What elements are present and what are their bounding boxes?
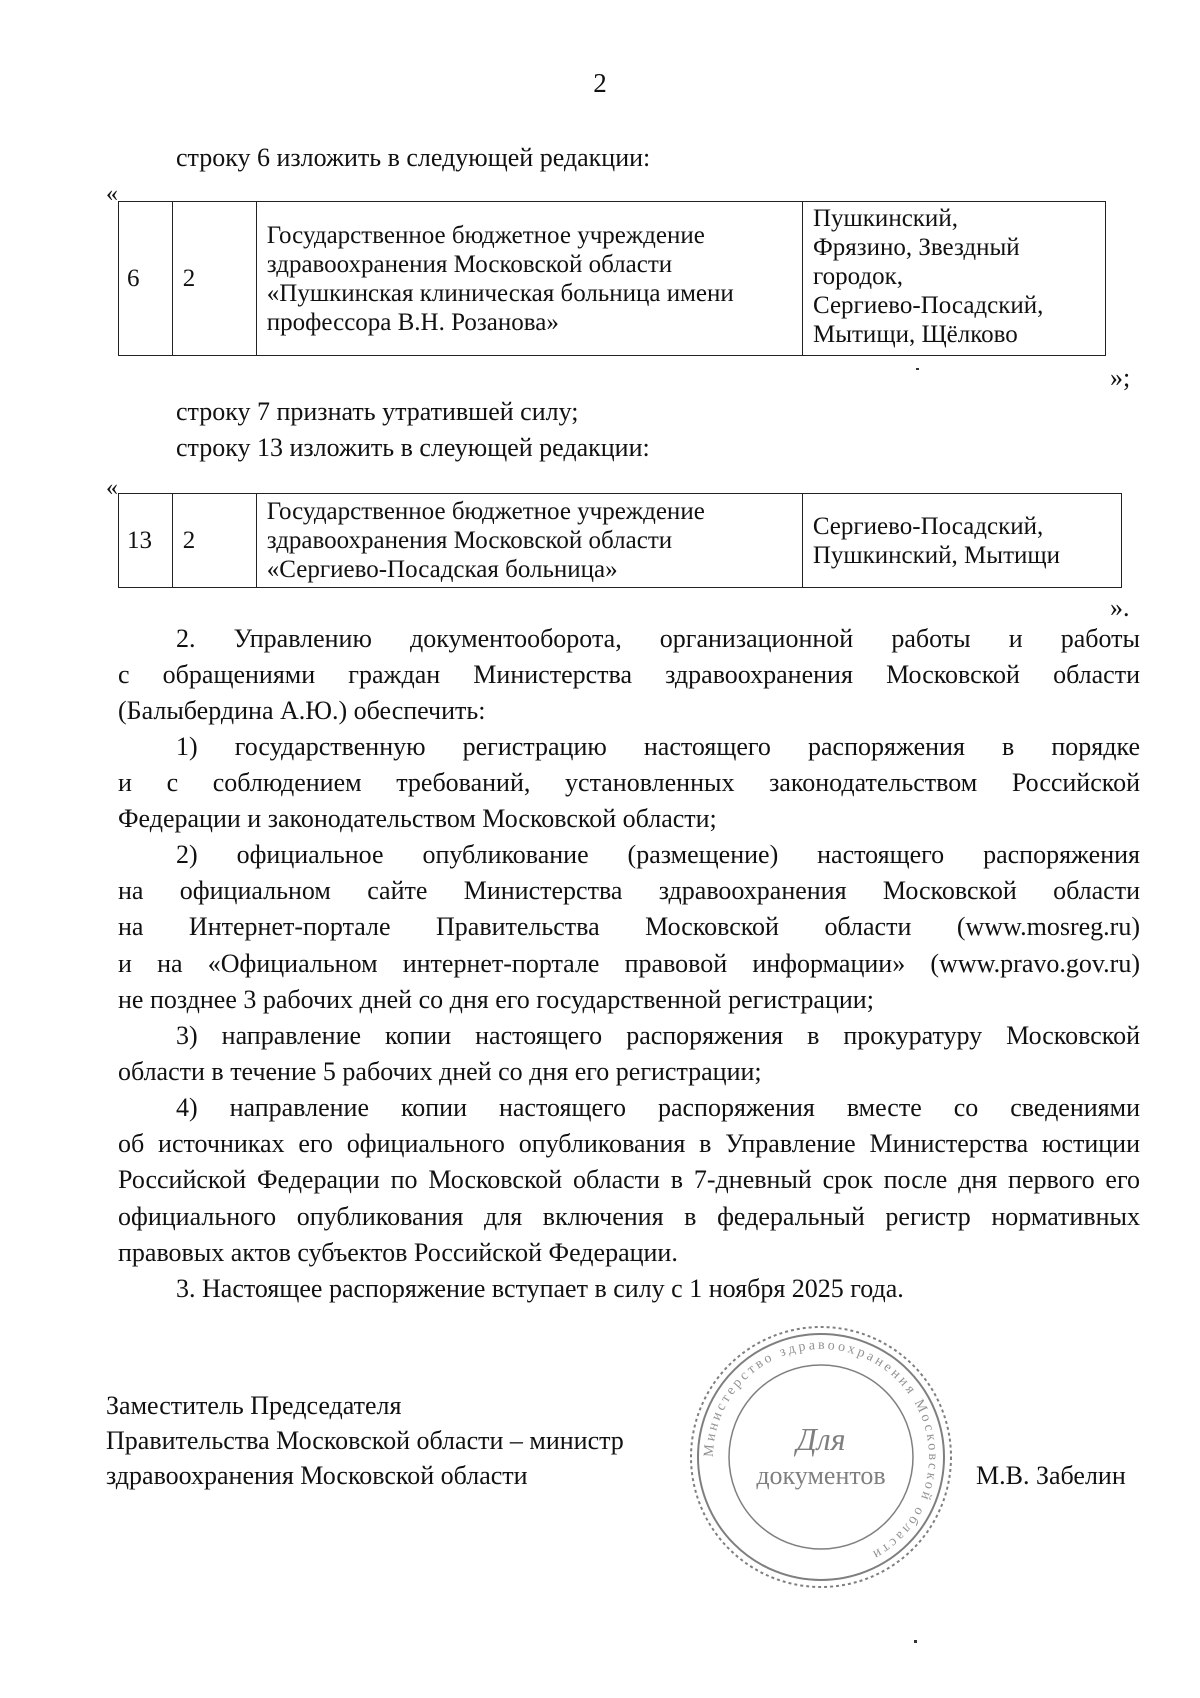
p21-line: Федерации и законодательством Московской области;	[118, 804, 717, 834]
p24-line: Российской Федерации по Московской области в 7-дневный срок после дня первого его	[118, 1165, 1140, 1195]
p23-line: 3) направление копии настоящего распоряжения в прокуратуру Московской	[176, 1021, 1140, 1050]
p22-line: на Интернет-портале Правительства Московской области (www.mosreg.ru)	[118, 912, 1140, 942]
signature-title-line: Заместитель Председателя	[106, 1391, 402, 1420]
p22-line: не позднее 3 рабочих дней со дня его государственной регистрации;	[118, 984, 874, 1014]
area-line: Сергиево-Посадский,	[812, 292, 1044, 319]
p24-line: об источниках его официального опубликования в Управление Министерства юстиции	[118, 1129, 1140, 1159]
signature-title-line: здравоохранения Московской области	[106, 1461, 528, 1490]
cell-name	[256, 202, 802, 356]
p21-line: и с соблюдением требований, установленных законодательством Российской	[118, 768, 1140, 798]
name-line: здравоохранения Московской области	[266, 250, 673, 278]
seal-stamp-icon	[686, 1322, 956, 1592]
p23-line: области в течение 5 рабочих дней со дня его регистрации;	[118, 1057, 762, 1087]
table-row6	[118, 201, 1106, 356]
paragraph-2-4	[118, 1090, 1140, 1271]
cell-group: 2	[172, 202, 256, 356]
p21-line: 1) государственную регистрацию настоящего распоряжения в порядке	[176, 732, 1140, 761]
table-row13	[118, 493, 1122, 588]
p24-line: 4) направление копии настоящего распоряжения вместе со сведениями	[176, 1093, 1140, 1122]
p22-line: 2) официальное опубликование (размещение) настоящего распоряжения	[176, 840, 1140, 869]
p2-line: (Балыбердина А.Ю.) обеспечить:	[118, 696, 486, 726]
p2-line: 2. Управлению документооборота, организационной работы и работы	[176, 624, 1140, 653]
close-quote-1: »;	[1110, 363, 1131, 392]
close-quote-2: ».	[1110, 593, 1130, 622]
name-line: Государственное бюджетное учреждение	[266, 221, 705, 249]
area-line: Сергиево-Посадский,	[812, 512, 1044, 540]
area-line: Пушкинский, Мытищи	[812, 541, 1060, 569]
p24-line: правовых актов субъектов Российской Федерации.	[118, 1237, 678, 1267]
paragraph-3: 3. Настоящее распоряжение вступает в силу с 1 ноября 2025 года.	[176, 1274, 904, 1303]
name-line: здравоохранения Московской области	[266, 527, 673, 554]
cell-num: 6	[119, 202, 173, 356]
paragraph-2-1	[118, 729, 1140, 838]
intro-row13: строку 13 изложить в слеующей редакции:	[176, 433, 650, 462]
cell-group: 2	[172, 494, 256, 588]
stamp-center-text-2: документов	[756, 1461, 886, 1490]
p22-line: на официальном сайте Министерства здравоохранения Московской области	[118, 876, 1140, 906]
p24-line: официального опубликования для включения в федеральный регистр нормативных	[118, 1201, 1140, 1231]
name-line: «Пушкинская клиническая больница имени	[266, 279, 734, 307]
signature-block	[106, 1388, 624, 1493]
stamp-center-text-1: Для	[796, 1421, 846, 1457]
p2-line: с обращениями граждан Министерства здравоохранения Московской области	[118, 660, 1140, 690]
paragraph-2-3	[118, 1018, 1140, 1090]
cell-area	[802, 202, 1105, 356]
name-line: Государственное бюджетное учреждение	[266, 498, 705, 525]
signature-title-line: Правительства Московской области – министр	[106, 1426, 624, 1455]
area-line: Мытищи, Щёлково	[812, 321, 1018, 348]
signatory-name: М.В. Забелин	[976, 1461, 1126, 1490]
scan-speck	[916, 368, 919, 370]
paragraph-2	[118, 621, 1140, 730]
name-line: профессора В.Н. Розанова»	[266, 308, 559, 336]
area-line: Фрязино, Звездный	[812, 234, 1020, 261]
area-line: городок,	[812, 263, 904, 290]
open-quote-2: «	[106, 475, 118, 501]
table-row	[119, 202, 1106, 356]
p22-line: и на «Официальном интернет-портале правовой информации» (www.pravo.gov.ru)	[118, 948, 1140, 978]
scan-speck	[914, 1640, 917, 1643]
open-quote-1: «	[106, 181, 118, 207]
row7-text: строку 7 признать утратившей силу;	[176, 397, 579, 426]
paragraph-2-2	[118, 837, 1140, 1018]
cell-area	[802, 494, 1121, 588]
intro-row6: строку 6 изложить в следующей редакции:	[176, 143, 651, 172]
cell-num: 13	[119, 494, 173, 588]
page-number: 2	[593, 68, 607, 98]
cell-name	[256, 494, 802, 588]
table-row	[119, 494, 1122, 588]
area-line: Пушкинский,	[812, 205, 958, 232]
stamp-ring-text: Министерство здравоохранения Московской области	[701, 1337, 941, 1564]
name-line: «Сергиево-Посадская больница»	[266, 556, 618, 583]
